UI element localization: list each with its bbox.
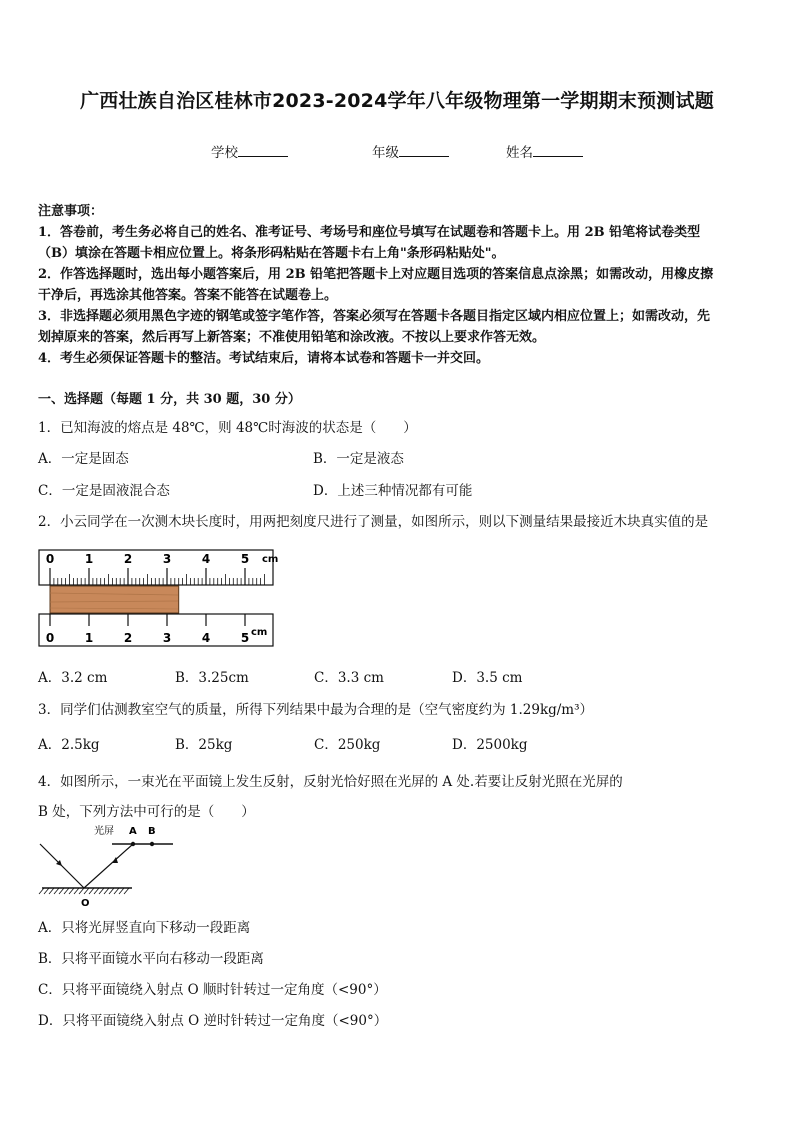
ruler-tick xyxy=(74,888,79,894)
page-title: 广西壮族自治区桂林市2023-2024学年八年级物理第一学期期末预测试题 xyxy=(80,90,714,112)
point-o-label: O xyxy=(81,898,90,909)
bottom-ruler-unit: cm xyxy=(251,627,268,638)
bottom-ruler-label: 3 xyxy=(162,631,172,645)
top-ruler-label: 2 xyxy=(123,552,133,566)
top-ruler-label: 4 xyxy=(201,552,211,566)
q4-option-a: A．只将光屏竖直向下移动一段距离 xyxy=(38,920,251,936)
top-ruler-label: 1 xyxy=(84,552,94,566)
bottom-ruler-label: 2 xyxy=(123,631,133,645)
notes-line: 1．答卷前，考生务必将自己的姓名、准考证号、考场号和座位号填写在试题卷和答题卡上。用 2B 铅笔将试卷类型 xyxy=(38,225,701,240)
notes-line: 划掉原来的答案，然后再写上新答案；不准使用铅笔和涂改液。不按以上要求作答无效。 xyxy=(38,330,546,345)
grade-label: 年级 xyxy=(372,145,399,161)
q4-stem-line1: 4．如图所示，一束光在平面镜上发生反射，反射光恰好照在光屏的 A 处.若要让反射光照在光屏的 xyxy=(38,774,623,790)
q3-option-a: A．2.5kg xyxy=(38,737,100,753)
bottom-ruler-label: 1 xyxy=(84,631,94,645)
q3-stem: 3．同学们估测教室空气的质量，所得下列结果中最为合理的是（空气密度约为 1.29kg/m³） xyxy=(38,702,594,718)
ruler-tick xyxy=(44,888,49,894)
ruler-tick xyxy=(104,888,109,894)
bottom-ruler-label: 4 xyxy=(201,631,211,645)
ruler-tick xyxy=(124,888,129,894)
q3-option-d: D．2500kg xyxy=(452,737,528,753)
q2-option-d: D．3.5 cm xyxy=(452,670,523,686)
ruler-tick xyxy=(64,888,69,894)
screen-label: 光屏 xyxy=(94,826,114,837)
ruler-tick xyxy=(114,888,119,894)
top-ruler-unit: cm xyxy=(262,554,279,565)
q1-option-b: B．一定是液态 xyxy=(313,451,404,467)
reflected-ray xyxy=(84,844,133,888)
school-field xyxy=(211,141,288,161)
notes-heading: 注意事项： xyxy=(38,204,104,219)
ruler-tick xyxy=(49,888,54,894)
q2-option-b: B．3.25cm xyxy=(175,670,249,686)
q2-option-c: C．3.3 cm xyxy=(314,670,384,686)
mirror-hatching xyxy=(39,888,129,894)
bottom-ruler xyxy=(39,614,273,646)
grade-field xyxy=(372,141,449,161)
q3-option-b: B．25kg xyxy=(175,737,233,753)
ruler-tick xyxy=(109,888,114,894)
q1-option-d: D．上述三种情况都有可能 xyxy=(313,483,473,499)
name-blank xyxy=(533,142,583,157)
ruler-tick xyxy=(94,888,99,894)
top-ruler xyxy=(39,550,273,585)
top-ruler-label: 3 xyxy=(162,552,172,566)
q2-stem: 2．小云同学在一次测木块长度时，用两把刻度尺进行了测量，如图所示，则以下测量结果最接近木块真实值的是 xyxy=(38,514,709,530)
bottom-ruler-label: 5 xyxy=(240,631,250,645)
name-field xyxy=(506,141,583,161)
ruler-tick xyxy=(119,888,124,894)
point-b xyxy=(150,842,154,846)
point-b-label: B xyxy=(148,826,156,837)
ruler-tick xyxy=(54,888,59,894)
section-heading: 一、选择题（每题 1 分，共 30 题，30 分） xyxy=(38,392,301,407)
school-label: 学校 xyxy=(211,145,238,161)
notes-line: 2．作答选择题时，选出每小题答案后，用 2B 铅笔把答题卡上对应题目选项的答案信息点涂黑；如需改动，用橡皮擦 xyxy=(38,267,714,282)
q2-option-a: A．3.2 cm xyxy=(38,670,108,686)
notes-line: 干净后，再选涂其他答案。答案不能答在试题卷上。 xyxy=(38,288,338,303)
q4-stem-line2: B 处，下列方法中可行的是（ ） xyxy=(38,804,255,820)
top-ruler-label: 5 xyxy=(240,552,250,566)
ruler-tick xyxy=(89,888,94,894)
bottom-ruler-label: 0 xyxy=(45,631,55,645)
grade-blank xyxy=(399,142,449,157)
ruler-tick xyxy=(84,888,89,894)
reflection-figure xyxy=(36,820,186,912)
q4-option-b: B．只将平面镜水平向右移动一段距离 xyxy=(38,951,264,967)
ruler-tick xyxy=(39,888,44,894)
ruler-tick xyxy=(69,888,74,894)
ruler-tick xyxy=(59,888,64,894)
q4-option-d: D．只将平面镜绕入射点 O 逆时针转过一定角度（<90°） xyxy=(38,1013,388,1029)
q1-option-c: C．一定是固液混合态 xyxy=(38,483,170,499)
ruler-tick xyxy=(79,888,84,894)
q1-stem: 1．已知海波的熔点是 48℃，则 48℃时海波的状态是（ ） xyxy=(38,420,417,436)
q3-option-c: C．250kg xyxy=(314,737,381,753)
top-ruler-label: 0 xyxy=(45,552,55,566)
q4-option-c: C．只将平面镜绕入射点 O 顺时针转过一定角度（<90°） xyxy=(38,982,387,998)
school-blank xyxy=(238,142,288,157)
ruler-figure xyxy=(36,546,280,650)
q1-option-a: A．一定是固态 xyxy=(38,451,129,467)
notes-line: 4．考生必须保证答题卡的整洁。考试结束后，请将本试卷和答题卡一并交回。 xyxy=(38,351,490,366)
notes-line: 3．非选择题必须用黑色字迹的钢笔或签字笔作答，答案必须写在答题卡各题目指定区域内相应位置上；如需改动，先 xyxy=(38,309,711,324)
notes-line: （B）填涂在答题卡相应位置上。将条形码粘贴在答题卡右上角"条形码粘贴处"。 xyxy=(38,246,505,261)
point-a-label: A xyxy=(129,826,137,837)
ruler-tick xyxy=(99,888,104,894)
name-label: 姓名 xyxy=(506,145,533,161)
